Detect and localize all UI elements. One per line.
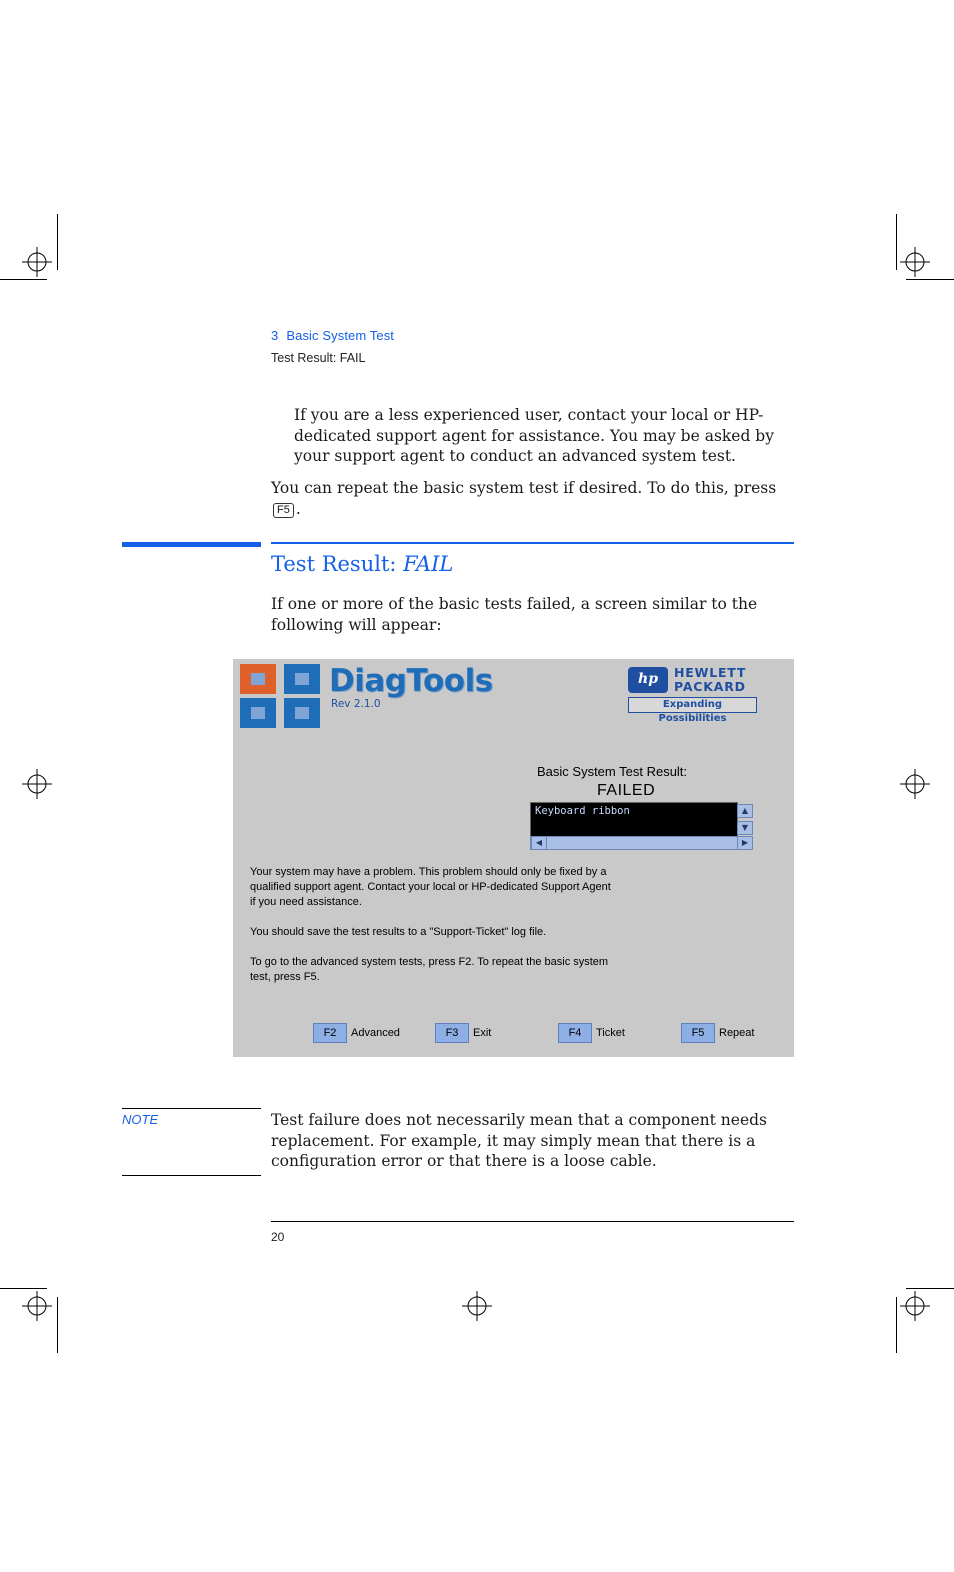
fkey-cap[interactable]: F3 bbox=[435, 1023, 469, 1043]
list-item[interactable]: Keyboard ribbon bbox=[535, 805, 630, 817]
message-line: if you need assistance. bbox=[250, 896, 362, 908]
chapter-number: 3 bbox=[271, 328, 279, 343]
logo-square-icon bbox=[240, 698, 276, 728]
note-rule-bottom bbox=[122, 1175, 261, 1176]
message-line: qualified support agent. Contact your local or HP-dedicated Support Agent bbox=[250, 881, 611, 893]
logo-square-icon bbox=[240, 664, 276, 694]
chapter-title: Basic System Test bbox=[286, 328, 395, 343]
vendor-line1: HEWLETT bbox=[674, 665, 747, 680]
paragraph-repeat-end: . bbox=[295, 499, 301, 518]
crop-mark-line bbox=[906, 1288, 954, 1289]
paragraph-repeat-test bbox=[271, 478, 801, 519]
fkey-label: Ticket bbox=[596, 1027, 625, 1039]
fkey-label: Advanced bbox=[351, 1027, 400, 1039]
vendor-name bbox=[674, 666, 746, 694]
result-title: Basic System Test Result: bbox=[537, 764, 688, 779]
fkey-cap[interactable]: F2 bbox=[313, 1023, 347, 1043]
crop-mark-line bbox=[57, 214, 58, 270]
scroll-up-icon[interactable]: ▲ bbox=[737, 804, 753, 818]
fkey-label: Repeat bbox=[719, 1027, 755, 1039]
running-head-section: Test Result: FAIL bbox=[271, 351, 366, 365]
note-text: Test failure does not necessarily mean that a component needs replacement. For example, it may simply mean that there is a configuration error or that there is a loose cable. bbox=[271, 1111, 768, 1170]
app-revision: Rev 2.1.0 bbox=[331, 698, 381, 710]
registration-mark-icon bbox=[900, 1291, 930, 1321]
diagtools-screenshot bbox=[233, 659, 794, 1057]
section-heading-emphasis: FAIL bbox=[403, 552, 454, 576]
crop-mark-line bbox=[0, 279, 47, 280]
registration-mark-icon bbox=[22, 769, 52, 799]
vendor-line2: PACKARD bbox=[674, 679, 746, 694]
horizontal-scrollbar[interactable] bbox=[530, 836, 738, 850]
scroll-right-icon[interactable]: ▶ bbox=[737, 836, 753, 850]
registration-mark-icon bbox=[900, 769, 930, 799]
registration-mark-icon bbox=[22, 247, 52, 277]
vendor-tagline: Expanding Possibilities bbox=[628, 697, 757, 713]
scroll-down-icon[interactable]: ▼ bbox=[737, 821, 753, 835]
message-save: You should save the test results to a "Support-Ticket" log file. bbox=[250, 926, 547, 938]
fkey-cap[interactable]: F5 bbox=[681, 1023, 715, 1043]
page-number: 20 bbox=[271, 1230, 285, 1244]
note-rule-top bbox=[122, 1108, 261, 1109]
paragraph-intro-screen: If one or more of the basic tests failed, a screen similar to the following will appear: bbox=[271, 595, 758, 634]
note-label: NOTE bbox=[122, 1112, 159, 1127]
message-navigation bbox=[250, 955, 730, 985]
paragraph-repeat-text: You can repeat the basic system test if desired. To do this, press bbox=[271, 479, 777, 497]
registration-mark-icon bbox=[462, 1291, 492, 1321]
f5-keycap: F5 bbox=[273, 503, 294, 518]
registration-mark-icon bbox=[22, 1291, 52, 1321]
crop-mark-line bbox=[0, 1288, 47, 1289]
section-heading-prefix: Test Result: bbox=[271, 552, 404, 576]
paragraph-support-advice: If you are a less experienced user, contact your local or HP-dedicated support agent for assistance. You may be asked by your support agent to conduct an advanced system test. bbox=[294, 406, 774, 465]
logo-square-icon bbox=[284, 698, 320, 728]
running-head-chapter bbox=[271, 328, 394, 343]
result-status: FAILED bbox=[597, 782, 656, 799]
app-name: DiagTools bbox=[329, 663, 493, 699]
registration-mark-icon bbox=[900, 247, 930, 277]
failed-items-list[interactable] bbox=[530, 802, 738, 837]
crop-mark-line bbox=[906, 279, 954, 280]
crop-mark-line bbox=[896, 214, 897, 270]
section-rule-thin bbox=[271, 542, 794, 544]
message-line: Your system may have a problem. This problem should only be fixed by a bbox=[250, 866, 607, 878]
hp-logo-icon bbox=[628, 667, 668, 693]
crop-mark-line bbox=[57, 1297, 58, 1353]
hp-logo-text: hp bbox=[638, 671, 658, 687]
section-rule-thick bbox=[122, 542, 261, 547]
fkey-cap[interactable]: F4 bbox=[558, 1023, 592, 1043]
logo-square-icon bbox=[284, 664, 320, 694]
section-heading bbox=[271, 552, 453, 576]
crop-mark-line bbox=[896, 1297, 897, 1353]
message-line: test, press F5. bbox=[250, 971, 320, 983]
fkey-label: Exit bbox=[473, 1027, 492, 1039]
footer-rule bbox=[271, 1221, 794, 1222]
message-line: To go to the advanced system tests, press F2. To repeat the basic system bbox=[250, 956, 609, 968]
scroll-left-icon[interactable]: ◀ bbox=[531, 836, 547, 850]
message-problem bbox=[250, 865, 730, 910]
